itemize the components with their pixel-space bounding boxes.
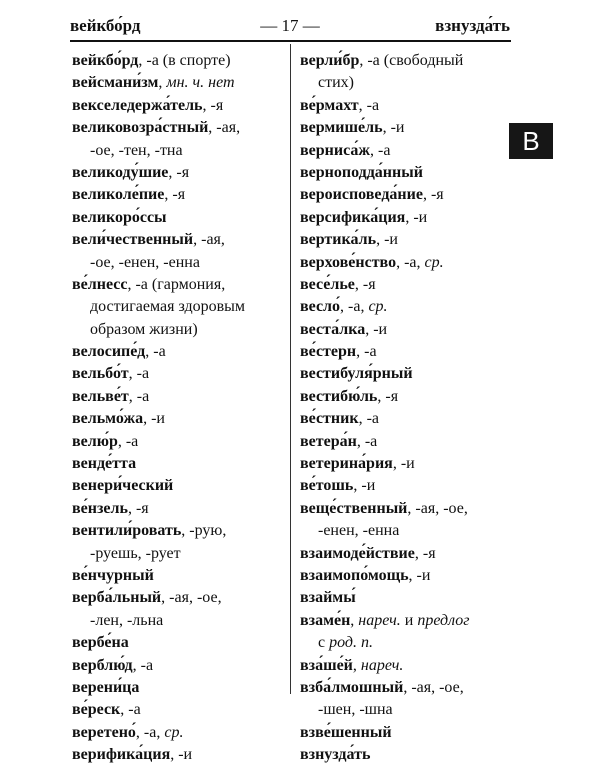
headword: верли́бр xyxy=(300,52,360,69)
headword: вероисповеда́ние xyxy=(300,186,423,204)
headword: вельве́т xyxy=(72,387,129,405)
entry-line xyxy=(300,610,510,632)
entry-line xyxy=(300,386,510,408)
headword: велю́р xyxy=(72,432,118,450)
grammar-label: нареч. xyxy=(360,656,404,674)
entry-text: -енен, -енна xyxy=(318,522,400,540)
headword: взаимопо́мощь xyxy=(300,566,409,584)
entry-text: -ое, -тен, -тна xyxy=(90,141,183,159)
headword: вейсмани́зм xyxy=(72,74,159,92)
entry-line xyxy=(300,655,510,677)
entry-line xyxy=(72,252,284,274)
left-running-headword: вейкбо́рд xyxy=(70,16,141,35)
entry-line xyxy=(72,95,284,117)
entry-line xyxy=(72,475,284,497)
entry-text: , -а xyxy=(358,96,380,114)
entry-text: -ое, -енен, -енна xyxy=(90,253,200,271)
headword: веста́лка xyxy=(300,320,366,338)
entry-line xyxy=(300,722,510,744)
headword: веретено́ xyxy=(72,723,136,741)
entry-text: , -а xyxy=(132,656,154,674)
headword: ве́нчурный xyxy=(72,566,154,584)
headword: взаме́н xyxy=(300,611,351,629)
headword: вельбо́т xyxy=(72,365,129,383)
headword: веще́ственный xyxy=(300,499,408,517)
headword: вестибю́ль xyxy=(300,387,378,405)
headword: вза́ше́й xyxy=(300,656,353,674)
entry-text: , -а xyxy=(117,432,139,450)
entry-text: , -я xyxy=(414,544,436,562)
headword: вели́чественный xyxy=(72,231,194,249)
entry-text: , -а xyxy=(356,343,377,361)
entry-line xyxy=(72,610,284,632)
headword: великовозра́стный xyxy=(72,119,209,137)
headword: великоро́ссы xyxy=(72,208,167,226)
entry-text: , -я xyxy=(422,186,444,204)
entry-line xyxy=(300,341,510,363)
entry-text: , -я xyxy=(168,163,190,181)
entry-text: , -и xyxy=(365,320,388,338)
grammar-label: нареч. xyxy=(358,611,401,629)
entry-line xyxy=(300,319,510,341)
entry-text: , -и xyxy=(382,119,405,137)
headword: взве́шенный xyxy=(300,723,392,741)
entry-line xyxy=(72,229,284,251)
grammar-label: ср. xyxy=(164,723,184,741)
headword: взба́лмошный xyxy=(300,678,404,696)
headword: взаимоде́йствие xyxy=(300,544,415,562)
entry-text: , -а, xyxy=(340,298,369,316)
entry-line xyxy=(300,95,510,117)
entry-line xyxy=(300,162,510,184)
headword: великоле́пие xyxy=(72,186,165,204)
entry-text: , -и xyxy=(143,410,165,428)
entry-line xyxy=(300,252,510,274)
entry-line xyxy=(300,274,510,296)
grammar-label: ср. xyxy=(424,253,444,271)
right-running-headword: взнузда́ть xyxy=(435,16,510,35)
headword: вентили́ровать xyxy=(72,522,182,540)
entry-line xyxy=(72,207,284,229)
entry-line xyxy=(300,677,510,699)
entry-text: , -а, xyxy=(396,253,425,271)
headword: верифика́ция xyxy=(72,746,171,764)
page-number: — 17 — xyxy=(260,16,320,35)
entry-line xyxy=(300,587,510,609)
entry-text: образом жизни) xyxy=(90,320,198,338)
headword: взнузда́ть xyxy=(300,746,371,764)
entry-line xyxy=(300,50,510,72)
entry-line xyxy=(300,520,510,542)
entry-line xyxy=(72,363,284,385)
headword: весло́ xyxy=(300,298,341,316)
headword: вертика́ль xyxy=(300,231,377,249)
headword: венде́тта xyxy=(72,455,137,473)
entry-text: , -ая, -ое, xyxy=(403,678,464,696)
left-column xyxy=(72,50,284,767)
header-rule xyxy=(70,40,511,42)
entry-text: , -ая, xyxy=(208,119,241,137)
entry-line xyxy=(72,655,284,677)
entry-text: , -я xyxy=(127,499,149,517)
entry-line xyxy=(72,498,284,520)
entry-text: с xyxy=(318,634,330,652)
entry-line xyxy=(72,408,284,430)
entry-line xyxy=(72,632,284,654)
headword: вермише́ль xyxy=(300,119,383,137)
entry-text: , -а xyxy=(358,410,379,428)
entry-line xyxy=(300,744,510,766)
entry-text: , -а xyxy=(120,701,141,719)
entry-line xyxy=(72,520,284,542)
entry-text: , -а xyxy=(356,432,378,450)
headword: ве́стерн xyxy=(300,343,357,361)
entry-text: , -и xyxy=(408,566,431,584)
entry-text: , -а xyxy=(128,387,150,405)
entry-line xyxy=(72,296,284,318)
headword: вербе́на xyxy=(72,634,129,652)
entry-line xyxy=(300,565,510,587)
headword: вестибуля́рный xyxy=(300,365,413,383)
column-divider xyxy=(290,44,291,694)
entry-text: , -я xyxy=(164,186,186,204)
entry-line xyxy=(300,117,510,139)
grammar-label: род. п. xyxy=(329,634,373,652)
entry-line xyxy=(72,162,284,184)
entry-text: , -и xyxy=(392,455,415,473)
entry-line xyxy=(72,140,284,162)
entry-line xyxy=(72,50,284,72)
headword: весе́лье xyxy=(300,275,355,293)
entry-text: , -а, xyxy=(135,723,165,741)
entry-line xyxy=(72,431,284,453)
entry-line xyxy=(72,341,284,363)
entry-text: , -ая, -ое, xyxy=(407,499,468,517)
headword: верноподда́нный xyxy=(300,163,423,181)
grammar-label: предлог xyxy=(417,611,470,629)
entry-line xyxy=(72,184,284,206)
headword: ве́стник xyxy=(300,410,359,428)
entry-line xyxy=(300,408,510,430)
headword: ве́лнесс xyxy=(72,275,128,293)
entry-text: и xyxy=(400,611,418,629)
entry-line xyxy=(72,319,284,341)
entry-line xyxy=(72,677,284,699)
headword: ветерина́рия xyxy=(300,455,393,473)
entry-text: , -рую, xyxy=(181,522,227,540)
headword: ве́тошь xyxy=(300,477,354,495)
entry-line xyxy=(300,543,510,565)
entry-text: , -и xyxy=(405,208,428,226)
entry-line xyxy=(300,632,510,654)
entry-text: , -я xyxy=(377,387,399,405)
entry-line xyxy=(300,140,510,162)
entry-line xyxy=(72,699,284,721)
entry-text: -лен, -льна xyxy=(90,611,164,629)
entry-line xyxy=(72,72,284,94)
right-column xyxy=(300,50,510,767)
entry-text: стих) xyxy=(318,74,354,92)
entry-line xyxy=(72,587,284,609)
entry-line xyxy=(300,475,510,497)
grammar-label: мн. ч. нет xyxy=(166,74,235,92)
entry-line xyxy=(300,72,510,94)
entry-text: , -и xyxy=(170,746,193,764)
headword: вельмо́жа xyxy=(72,410,144,428)
entry-line xyxy=(72,744,284,766)
entry-text: , -и xyxy=(376,231,398,249)
entry-line xyxy=(300,296,510,318)
entry-text: , -а (свободный xyxy=(359,52,464,69)
entry-text: , xyxy=(352,656,361,674)
headword: ветера́н xyxy=(300,432,357,450)
headword: верхове́нство xyxy=(300,253,397,271)
entry-line xyxy=(300,363,510,385)
headword: велосипе́д xyxy=(72,343,146,361)
headword: ве́рмахт xyxy=(300,96,359,114)
entry-text: , -я xyxy=(354,275,376,293)
entry-text: , -а xyxy=(369,141,391,159)
headword: верени́ца xyxy=(72,678,140,696)
headword: великоду́шие xyxy=(72,163,169,181)
entry-line xyxy=(300,498,510,520)
entry-text: , -и xyxy=(353,477,376,495)
entry-line xyxy=(72,722,284,744)
headword: взаймы́ xyxy=(300,589,356,607)
entry-line xyxy=(72,453,284,475)
alphabet-thumb-tab: В xyxy=(509,123,553,159)
entry-text: , -я xyxy=(202,96,224,114)
headword: вейкбо́рд xyxy=(72,52,139,69)
entry-line xyxy=(72,565,284,587)
entry-line xyxy=(300,699,510,721)
entry-line xyxy=(72,274,284,296)
entry-line xyxy=(300,453,510,475)
headword: векселедержа́тель xyxy=(72,96,203,114)
headword: ве́реск xyxy=(72,701,121,719)
running-header xyxy=(70,14,510,38)
entry-text: , -ая, -ое, xyxy=(161,589,222,607)
entry-text: -руешь, -рует xyxy=(90,544,181,562)
entry-line xyxy=(300,184,510,206)
entry-text: достигаемая здоровым xyxy=(90,298,246,316)
grammar-label: ср. xyxy=(368,298,388,316)
entry-line xyxy=(300,229,510,251)
entry-text: -шен, -шна xyxy=(318,701,393,719)
entry-text: , -а (в спорте) xyxy=(138,52,231,69)
headword: венери́ческий xyxy=(72,477,174,495)
headword: ве́нзель xyxy=(72,499,128,517)
entry-line xyxy=(72,117,284,139)
entry-text: , -а xyxy=(145,343,166,361)
entry-line xyxy=(300,431,510,453)
entry-text: , -а (гармония, xyxy=(127,275,226,293)
entry-text: , -а xyxy=(128,365,150,383)
entry-line xyxy=(72,386,284,408)
entry-line xyxy=(72,543,284,565)
headword: верблю́д xyxy=(72,656,133,674)
entry-text: , xyxy=(158,74,167,92)
entry-text: , xyxy=(350,611,359,629)
headword: верба́льный xyxy=(72,589,162,607)
headword: верниса́ж xyxy=(300,141,370,159)
headword: версифика́ция xyxy=(300,208,406,226)
entry-line xyxy=(300,207,510,229)
entry-text: , -ая, xyxy=(193,231,225,249)
